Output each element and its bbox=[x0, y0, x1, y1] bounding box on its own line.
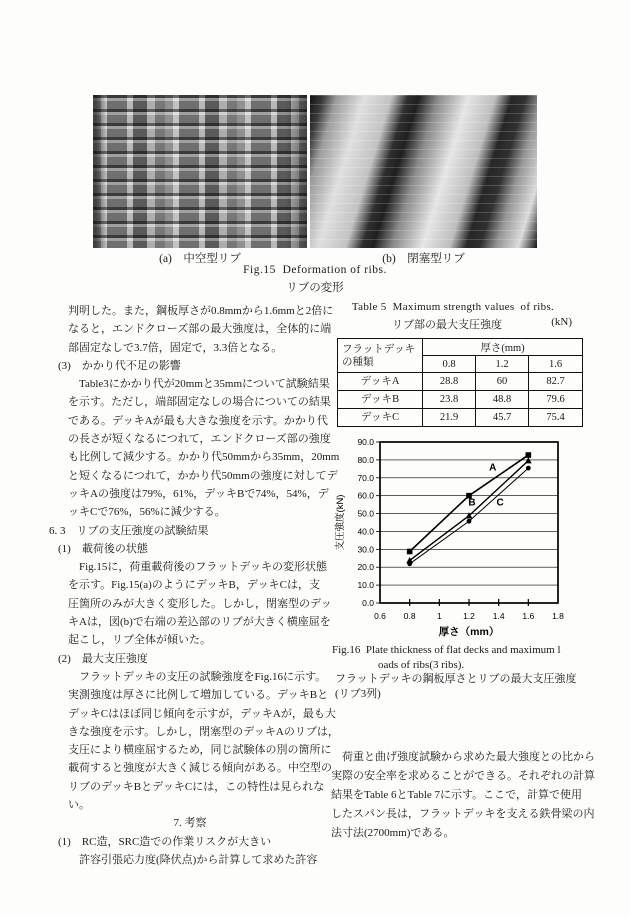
text-line: 起こし，リブ全体が傾いた。 bbox=[68, 634, 211, 647]
text-line: 荷重と曲げ強度試験から求めた最大強度との比から bbox=[331, 751, 595, 763]
photo-a-caption: (a) 中空型リブ bbox=[159, 253, 241, 265]
table-cell: 75.4 bbox=[529, 409, 583, 427]
table5 bbox=[337, 338, 583, 427]
svg-text:10.0: 10.0 bbox=[357, 580, 374, 591]
table-row bbox=[338, 391, 583, 409]
text-line: (2) 最大支圧強度 bbox=[58, 652, 148, 665]
svg-text:1.4: 1.4 bbox=[492, 611, 505, 621]
text-line: キAは，図(b)で右端の差込部のリブが大きく横座屈を bbox=[68, 616, 331, 629]
table5-col-header: 1.2 bbox=[476, 356, 529, 373]
table-cell: 82.7 bbox=[529, 373, 583, 391]
fig15-caption-jp: リブの変形 bbox=[286, 282, 344, 294]
svg-text:30.0: 30.0 bbox=[357, 544, 374, 555]
text-line: 法寸法(2700mm)である。 bbox=[331, 827, 455, 839]
text-line: も比例して減少する。かかり代50mmから35mm，20mm bbox=[68, 451, 340, 464]
table-row-label: デッキA bbox=[338, 373, 423, 391]
fig15-caption-en: Fig.15 Deformation of ribs. bbox=[243, 264, 387, 276]
svg-text:C: C bbox=[496, 497, 504, 509]
photo-hollow-rib bbox=[93, 95, 307, 248]
svg-text:厚さ（mm）: 厚さ（mm） bbox=[438, 626, 500, 638]
text-line: と短くなるにつれて，かかり代50mmの強度に対してデ bbox=[68, 469, 338, 482]
table-cell: 45.7 bbox=[476, 409, 529, 427]
text-line: 載荷すると強度が大きく減じる傾向がある。中空型の bbox=[68, 762, 332, 775]
svg-text:B: B bbox=[468, 497, 476, 509]
table-cell: 23.8 bbox=[423, 391, 476, 409]
table-cell: 28.8 bbox=[423, 373, 476, 391]
text-line: を示す。ただし，端部固定なしの場合についての結果 bbox=[68, 396, 331, 409]
text-line: (1) 載荷後の状態 bbox=[58, 542, 148, 555]
text-line: 7. 考察 bbox=[173, 817, 207, 830]
text-line: 実際の安全率を求めることができる。それぞれの計算 bbox=[331, 770, 595, 782]
svg-text:支圧強度(kN): 支圧強度(kN) bbox=[335, 494, 346, 551]
svg-text:20.0: 20.0 bbox=[357, 562, 374, 573]
svg-text:A: A bbox=[489, 462, 497, 474]
table-cell: 79.6 bbox=[529, 391, 583, 409]
svg-text:1.2: 1.2 bbox=[463, 611, 475, 621]
svg-text:0.8: 0.8 bbox=[403, 611, 416, 621]
table5-col-header: 0.8 bbox=[423, 356, 476, 373]
table5-title-en: Table 5 Maximum strength values of ribs. bbox=[351, 301, 555, 313]
svg-text:90.0: 90.0 bbox=[357, 437, 374, 447]
text-line: 部固定なしで3.7倍，固定で，3.3倍となる。 bbox=[68, 341, 283, 354]
text-line: の長さが短くなるにつれて，エンドクローズ部の強度 bbox=[68, 433, 331, 446]
text-line: (1) RC造，SRC造での作業リスクが大きい bbox=[58, 835, 272, 848]
text-line: ッキAの強度は79%，61%，デッキBで74%，54%，デ bbox=[68, 487, 329, 500]
table-row bbox=[338, 409, 583, 427]
left-text-column bbox=[49, 302, 340, 869]
table5-header-row1 bbox=[338, 339, 583, 356]
text-line: リブのデッキBとデッキCには，この特性は見られな bbox=[68, 780, 325, 793]
svg-text:1.6: 1.6 bbox=[522, 611, 535, 621]
table-cell: 48.8 bbox=[476, 391, 529, 409]
row-header-line1: フラットデッキ bbox=[342, 343, 416, 355]
photo-b-caption: (b) 閉塞型リブ bbox=[382, 253, 465, 265]
fig16-chart bbox=[331, 434, 573, 669]
fig16-caption-jp1: フラットデッキの鋼板厚さとリブの最大支圧強度 bbox=[335, 673, 577, 685]
fig16-chart-svg bbox=[331, 434, 573, 669]
text-line: したスパン長は，フラットデッキを支える鉄骨梁の内 bbox=[331, 808, 595, 820]
svg-text:0.6: 0.6 bbox=[374, 611, 386, 621]
right-text-column bbox=[331, 748, 623, 843]
fig16-caption-en2: oads of ribs(3 ribs). bbox=[378, 658, 465, 671]
table5-col-group: 厚さ(mm) bbox=[423, 339, 583, 356]
svg-text:40.0: 40.0 bbox=[357, 526, 374, 537]
table-row bbox=[338, 373, 583, 391]
svg-text:1: 1 bbox=[436, 611, 442, 621]
fig16-caption bbox=[332, 643, 624, 701]
svg-text:0.0: 0.0 bbox=[362, 598, 374, 608]
table5-title-jp-row bbox=[330, 316, 576, 331]
table-cell: 60 bbox=[476, 373, 529, 391]
text-line: 圧箇所のみが大きく変形した。しかし，閉塞型のデッ bbox=[68, 597, 332, 610]
text-line: い。 bbox=[68, 799, 90, 812]
table-row-label: デッキC bbox=[338, 409, 423, 427]
text-line: なると，エンドクローズ部の最大強度は，全体的に端 bbox=[68, 323, 332, 336]
table5-col-header: 1.6 bbox=[529, 356, 583, 373]
text-line: 判明した。また，鋼板厚さが0.8mmから1.6mmと2倍に bbox=[68, 305, 334, 317]
table-cell: 21.9 bbox=[423, 409, 476, 427]
table-row-label: デッキB bbox=[338, 391, 423, 409]
text-line: Table3にかかり代が20mmと35mmについて試験結果 bbox=[68, 378, 330, 391]
text-line: Fig.15に，荷重載荷後のフラットデッキの変形状態 bbox=[68, 561, 327, 574]
svg-text:60.0: 60.0 bbox=[357, 490, 374, 501]
photo-closed-rib bbox=[310, 95, 537, 248]
text-line: 実測強度は厚さに比例して増加している。デッキBと bbox=[68, 689, 329, 702]
table5-title-jp: リブ部の最大支圧強度 bbox=[392, 319, 502, 331]
text-line: 結果をTable 6とTable 7に示す。ここで，計算で使用 bbox=[331, 789, 582, 801]
fig16-caption-jp2: (リブ3列) bbox=[335, 687, 381, 700]
text-line: (3) かかり代不足の影響 bbox=[58, 359, 181, 372]
fig16-caption-en1: Fig.16 Plate thickness of flat decks and maximum l bbox=[332, 644, 561, 656]
table5-unit: (kN) bbox=[551, 316, 572, 328]
svg-text:80.0: 80.0 bbox=[357, 454, 374, 465]
text-line: フラットデッキの支圧の試験強度をFig.16に示す。 bbox=[68, 670, 327, 683]
table5-row-header bbox=[338, 339, 423, 373]
svg-text:70.0: 70.0 bbox=[357, 472, 374, 483]
text-line: を示す。Fig.15(a)のようにデッキB，デッキCは，支 bbox=[68, 579, 320, 592]
text-line: きな強度を示す。しかし，閉塞型のデッキAのリブは， bbox=[68, 725, 339, 738]
row-header-line2: の種類 bbox=[342, 356, 374, 368]
svg-text:50.0: 50.0 bbox=[357, 508, 374, 519]
text-line: 許容引張応力度(降伏点)から計算して求めた許容 bbox=[68, 853, 318, 866]
text-line: ッキCで76%，56%に減少する。 bbox=[68, 506, 226, 519]
text-line: デッキCはほぼ同じ傾向を示すが，デッキAが，最も大 bbox=[68, 707, 336, 720]
text-line: 6. 3 リブの支圧強度の試験結果 bbox=[49, 524, 209, 537]
svg-text:1.8: 1.8 bbox=[552, 611, 564, 621]
text-line: である。デッキAが最も大きな強度を示す。かかり代 bbox=[68, 414, 328, 427]
text-line: 支圧により横座屈するため，同じ試験体の別の箇所に bbox=[68, 744, 332, 757]
